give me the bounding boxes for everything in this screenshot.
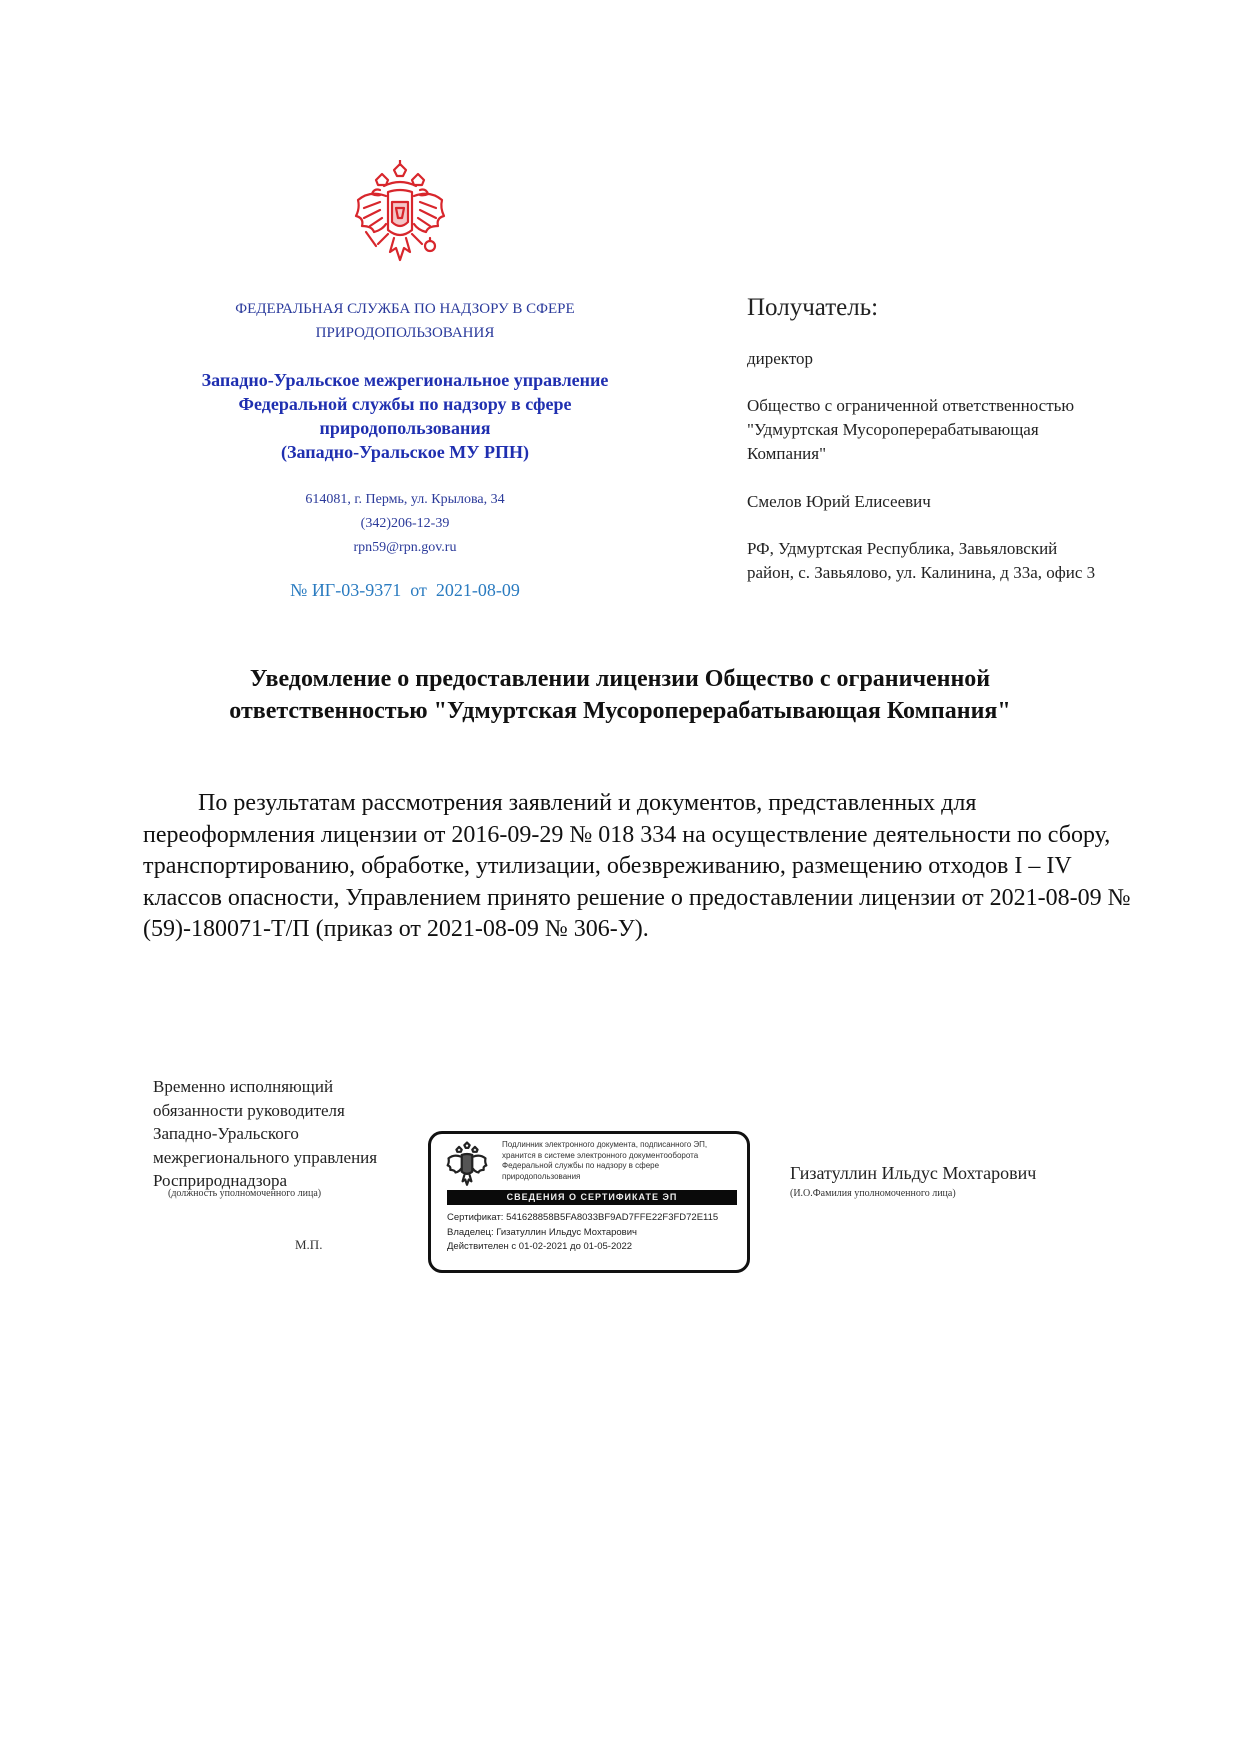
document-title-line: ответственностью "Удмуртская Мусороперерабатывающая Компания": [229, 698, 1011, 724]
reg-number: ИГ-03-9371: [311, 580, 402, 600]
recipient-org-line: "Удмуртская Мусороперерабатывающая: [747, 420, 1039, 439]
certificate-header: [502, 1140, 747, 1182]
certificate-details: [447, 1211, 750, 1255]
recipient-address-line: район, с. Завьялово, ул. Калинина, д 33а, офис 3: [747, 563, 1096, 582]
reg-date: 2021-08-09: [435, 580, 520, 600]
certificate-owner: Владелец: Гизатуллин Ильдус Мохтарович: [447, 1226, 637, 1238]
reg-prefix: №: [290, 580, 308, 600]
department-line: (Западно-Уральское МУ РПН): [281, 442, 529, 462]
department-line: Федеральной службы по надзору в сфере: [238, 394, 572, 414]
certificate-header-line: Федеральной службы по надзору в сфере: [502, 1161, 660, 1170]
department-name: [160, 368, 650, 464]
certificate-header-line: природопользования: [502, 1171, 581, 1181]
sender-contacts: [160, 488, 650, 560]
registration-number: [160, 580, 650, 601]
certificate-info-bar: СВЕДЕНИЯ О СЕРТИФИКАТЕ ЭП: [447, 1190, 737, 1205]
sender-address: 614081, г. Пермь, ул. Крылова, 34: [305, 492, 505, 507]
document-title: [150, 663, 1090, 727]
signatory-position-line: обязанности руководителя: [153, 1100, 345, 1120]
electronic-signature-certificate: [428, 1131, 750, 1273]
department-line: Западно-Уральское межрегиональное управление: [201, 370, 609, 390]
document-title-line: Уведомление о предоставлении лицензии Общество с ограниченной: [249, 666, 991, 692]
signatory-name: Гизатуллин Ильдус Мохтарович: [790, 1163, 1037, 1183]
signatory-position-line: межрегионального управления: [153, 1147, 378, 1167]
signatory-position-line: Временно исполняющий: [153, 1077, 334, 1096]
agency-line: ПРИРОДОПОЛЬЗОВАНИЯ: [315, 325, 495, 341]
reg-from: от: [410, 580, 427, 600]
recipient-address-line: РФ, Удмуртская Республика, Завьяловский: [747, 539, 1058, 558]
certificate-header-line: Подлинник электронного документа, подписанного ЭП,: [502, 1140, 708, 1149]
sender-email[interactable]: rpn59@rpn.gov.ru: [353, 540, 457, 555]
recipient-role: директор: [747, 349, 814, 368]
russian-coat-of-arms-icon: [350, 160, 450, 270]
certificate-serial: Сертификат: 541628858B5FA8033BF9AD7FFE22F3FD72E115: [447, 1212, 719, 1223]
position-caption: (должность уполномоченного лица): [168, 1188, 322, 1199]
signatory-position-line: Западно-Уральского: [153, 1124, 299, 1143]
recipient-org-line: Компания": [747, 444, 827, 463]
recipient-person: Смелов Юрий Елисеевич: [747, 492, 931, 511]
russian-coat-of-arms-icon: [445, 1140, 489, 1190]
certificate-validity: Действителен с 01-02-2021 до 01-05-2022: [447, 1241, 633, 1252]
recipient-organization: [747, 394, 1167, 466]
signatory-position: [153, 1075, 423, 1193]
recipient-address: [747, 537, 1177, 585]
stamp-label: М.П.: [295, 1237, 323, 1252]
name-caption: (И.О.Фамилия уполномоченного лица): [790, 1188, 956, 1199]
document-body: По результатам рассмотрения заявлений и документов, представленных для переоформления лицензии от 2016-09-29 № 018 334 на осуществление деятельности по сбору, транспортированию, обработке, утилизации, обезвреживанию, размещению отходов I – IV классов опасности, Управлением принято решение о предоставлении лицензии от 2021-08-09 № (59)-180071-Т/П (приказ от 2021-08-09 № 306-У).: [143, 790, 1131, 942]
agency-name: [160, 297, 650, 345]
recipient-label: Получатель:: [747, 294, 879, 321]
agency-line: ФЕДЕРАЛЬНАЯ СЛУЖБА ПО НАДЗОРУ В СФЕРЕ: [235, 301, 575, 317]
sender-phone: (342)206-12-39: [360, 516, 450, 531]
certificate-header-line: хранится в системе электронного документооборота: [502, 1150, 699, 1160]
signatory-position-line: Росприроднадзора: [153, 1171, 288, 1190]
recipient-org-line: Общество с ограниченной ответственностью: [747, 396, 1075, 415]
department-line: природопользования: [319, 418, 491, 438]
